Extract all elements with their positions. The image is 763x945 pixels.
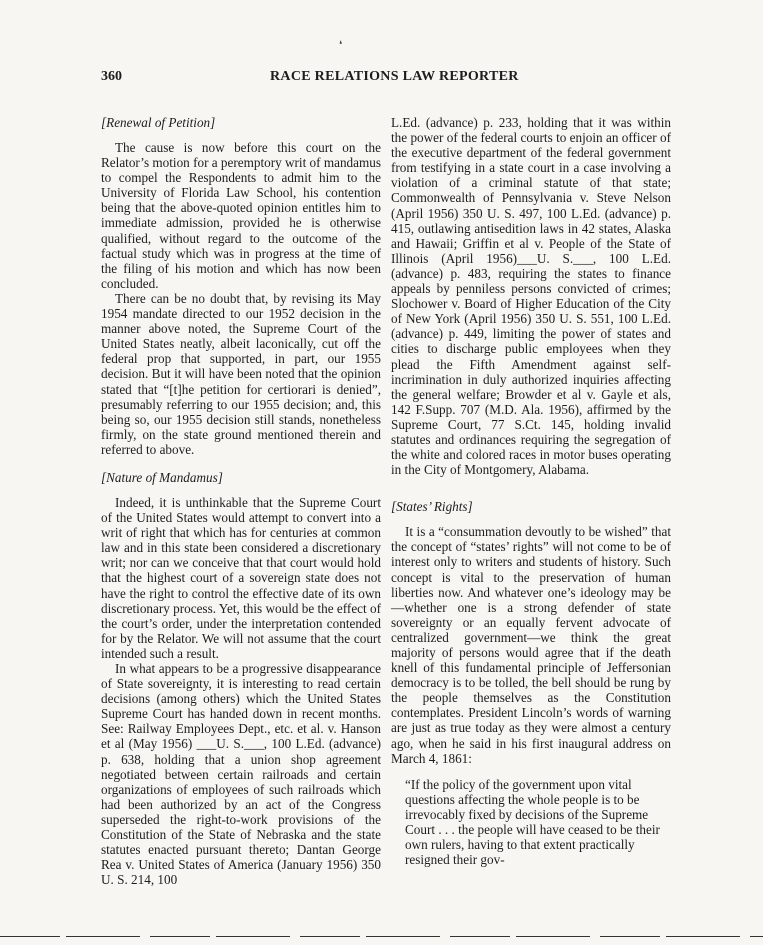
running-head: RACE RELATIONS LAW REPORTER <box>270 69 519 84</box>
right-column <box>391 115 671 867</box>
paragraph: The cause is now before this court on the Relator’s motion for a peremptory writ of mandamus to compel the Respondents to admit him to the University of Florida Law School, his contention being that the above-quoted opinion entitles him to immediate admission, provided he is otherwise qualified, without regard to the outcome of the factual study which was in progress at the time of the filing of his motion and which has now been concluded. <box>101 140 381 291</box>
page-bottom-edge <box>0 936 763 937</box>
heading-nature-of-mandamus: [Nature of Mandamus] <box>101 469 223 485</box>
scan-speck: ❛ <box>339 40 343 51</box>
paragraph: It is a “consummation devoutly to be wished” that the concept of “states’ rights” will not come to be of interest only to writers and students of history. Such concept is vital to the preservation of human liberties now. And whatever one’s ideology may be—whether one is a strong defender of state sovereignty or an equally fervent advocate of centralized government—we think the great majority of persons would agree that if the death knell of this fundamental principle of Jeffersonian democracy is to be tolled, the bell should be rung by the people themselves as the Constitution contemplates. President Lincoln’s words of warning are just as true today as they were almost a century ago, when he said in his first inaugural address on March 4, 1861: <box>391 524 671 766</box>
lincoln-quote: “If the policy of the government upon vital questions affecting the whole people is to be irrevocably fixed by decisions of the Supreme Court . . . the people will have ceased to be their own rulers, having to that extent practically resigned their gov- <box>405 776 660 868</box>
heading-states-rights: [States’ Rights] <box>391 499 473 515</box>
page-number: 360 <box>101 69 122 84</box>
left-column <box>101 115 381 887</box>
paragraph: L.Ed. (advance) p. 233, holding that it was within the power of the federal courts to enjoin an officer of the executive department of the federal government from testifying in a state court in a case involving a violation of a criminal statute of that state; Commonwealth of Pennsylvania v. Steve Nelson (April 1956) 350 U. S. 497, 100 L.Ed. (advance) p. 415, outlawing antisedition laws in 42 states, Alaska and Hawaii; Griffin et al v. People of the State of Illinois (April 1956)___U. S.___, 100 L.Ed. (advance) p. 483, requiring the states to finance appeals by penniless persons convicted of crimes; Slochower v. Board of Higher Education of the City of New York (April 1956) 350 U. S. 551, 100 L.Ed. (advance) p. 449, limiting the power of states and cities to discharge public employees when they plead the Fifth Amendment against self-incrimination in duly authorized inquiries affecting the general welfare; Browder et al v. Gayle et als, 142 F.Supp. 707 (M.D. Ala. 1956), affirmed by the Supreme Court, 77 S.Ct. 145, holding invalid statutes and ordinances requiring the segregation of the white and colored races in motor buses operating in the City of Montgomery, Alabama. <box>391 115 671 478</box>
paragraph: Indeed, it is unthinkable that the Supreme Court of the United States would attempt to convert into a writ of right that which has for centuries at common law and in this state been considered a discretionary writ; nor can we conceive that that court would hold that the highest court of a sovereign state does not have the right to control the effective date of its own discretionary process. Yet, this would be the effect of the court’s order, under the interpretation contended for by the Relator. We will not assume that the court intended such a result. <box>101 494 381 661</box>
heading-renewal-of-petition: [Renewal of Petition] <box>101 115 216 130</box>
paragraph: In what appears to be a progressive disappearance of State sovereignty, it is interesting to read certain decisions (among others) which the United States Supreme Court has handed down in recent months. See: Railway Employees Dept., etc. et al. v. Hanson et al (May 1956) ___U. S.___, 100 L.Ed. (advance) p. 638, holding that a union shop agreement negotiated between certain railroads and certain organizations of employees of such railroads which had been authorized by an act of the Congress superseded the right-to-work provisions of the Constitution of the State of Nebraska and the state statutes enacted pursuant thereto; Dantan George Rea v. United States of America (January 1956) 350 U. S. 214, 100 <box>101 661 381 888</box>
paragraph: There can be no doubt that, by revising its May 1954 mandate directed to our 1952 decision in the manner above noted, the Supreme Court of the United States neatly, albeit laconically, cut off the federal prop that supported, in part, our 1955 decision. But it will have been noted that the opinion stated that “[t]he petition for certiorari is denied”, presumably referring to our 1955 decision; and, this being so, our 1955 decision still stands, nonetheless firmly, on the state ground mentioned therein and referred to above. <box>101 290 381 457</box>
